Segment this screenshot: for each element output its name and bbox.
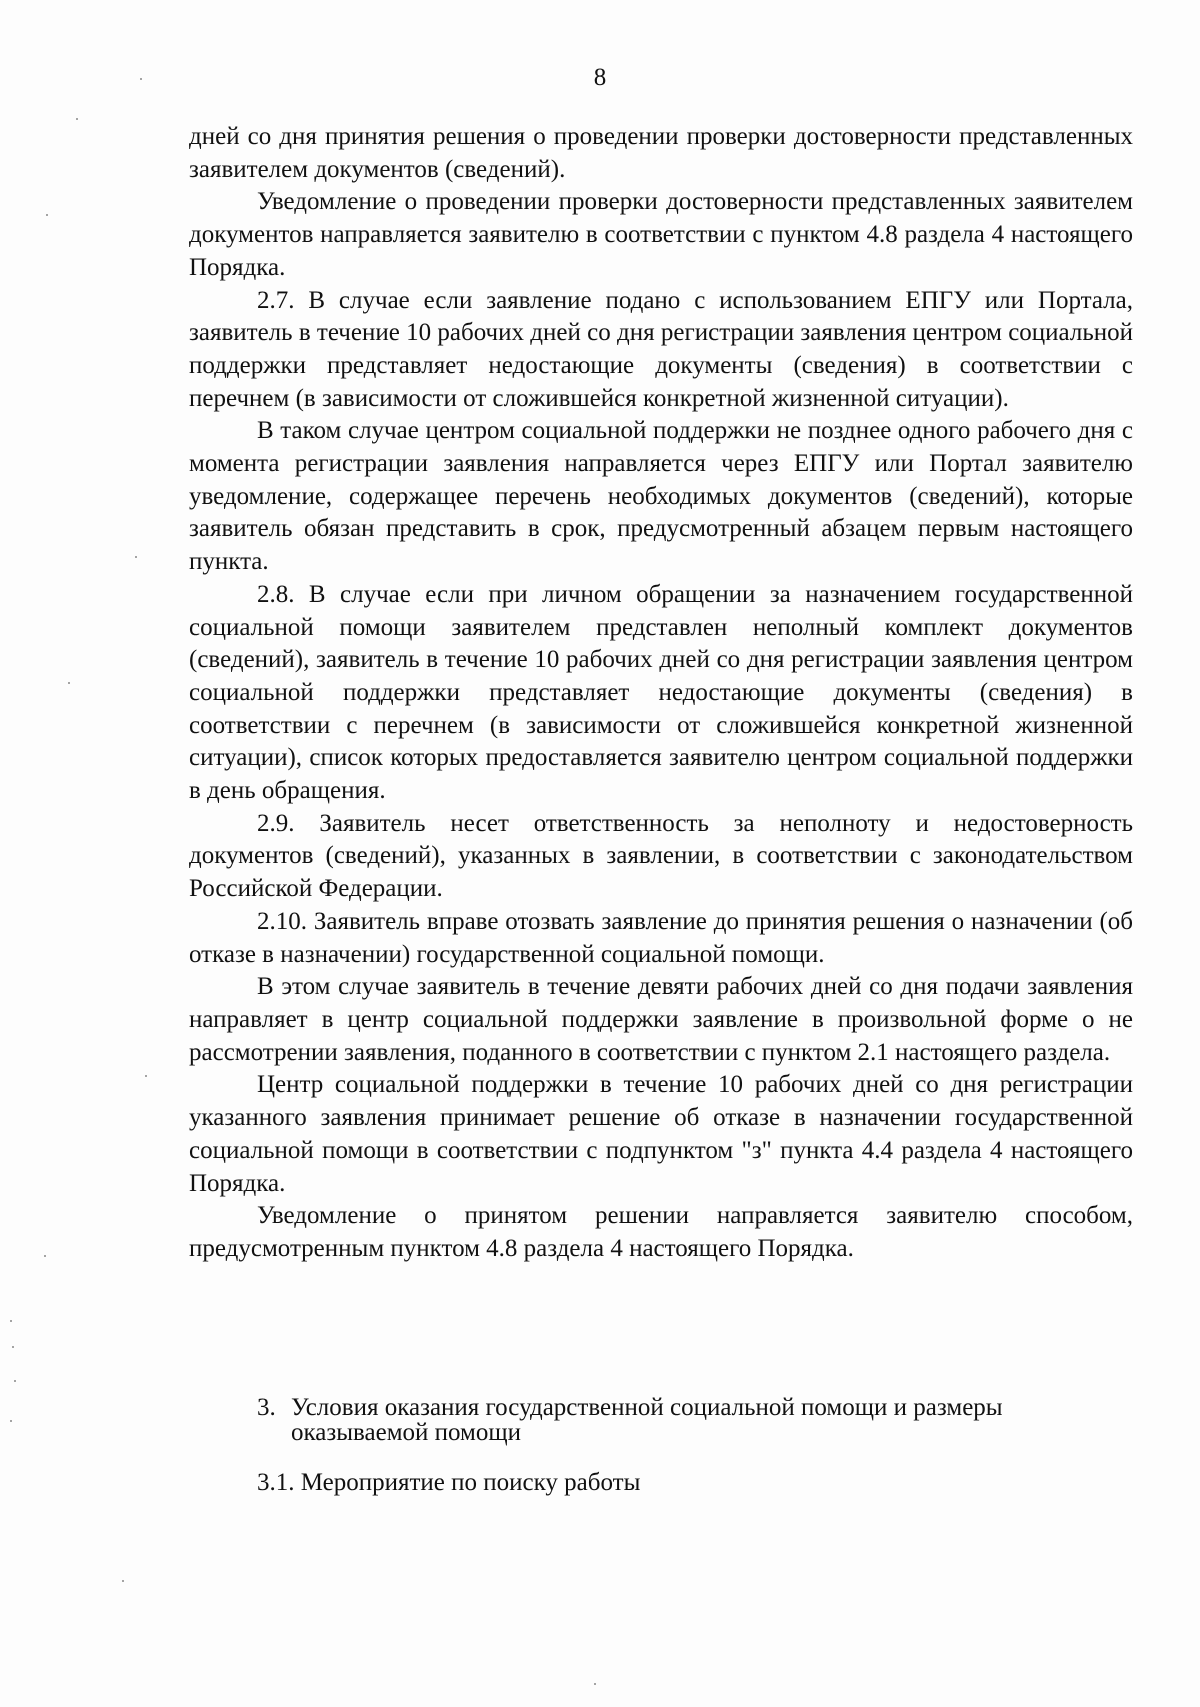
paragraph-2-10: 2.10. Заявитель вправе отозвать заявление до принятия решения о назначении (об отказе в назначении) государственной социальной помощи. <box>189 907 1133 968</box>
paragraph-2-9: 2.9. Заявитель несет ответственность за неполноту и недостоверность документов (сведений), указанных в заявлении, в соответствии с законодательством Российской Федерации. <box>189 809 1133 903</box>
scan-speck <box>76 118 78 120</box>
section-title: Условия оказания государственной социальной помощи и размеры оказываемой помощи <box>291 1394 1003 1446</box>
scan-speck <box>122 1580 124 1582</box>
scan-speck <box>135 556 137 558</box>
paragraph: В таком случае центром социальной поддержки не позднее одного рабочего дня с момента регистрации заявления направляется через ЕПГУ или Портал заявителю уведомление, содержащее перечень необходимых документов (сведений), которые заявитель обязан представить в срок, предусмотренный абзацем первым настоящего пункта. <box>189 417 1133 576</box>
scan-speck <box>140 78 142 80</box>
scan-speck <box>10 1420 12 1422</box>
section-heading <box>257 1395 1133 1445</box>
paragraph: В этом случае заявитель в течение девяти рабочих дней со дня подачи заявления направляет в центр социальной поддержки заявление в произвольной форме о не рассмотрении заявления, поданного в соответствии с пунктом 2.1 настоящего раздела. <box>189 973 1133 1066</box>
paragraph-2-7: 2.7. В случае если заявление подано с использованием ЕПГУ или Портала, заявитель в течение 10 рабочих дней со дня регистрации заявления центром социальной поддержки представляет недостающие документы (сведения) в соответствии с перечнем (в зависимости от сложившейся конкретной жизненной ситуации). <box>189 286 1133 412</box>
section-number: 3. <box>257 1394 276 1421</box>
scan-speck <box>46 214 48 216</box>
document-body <box>189 121 1133 1266</box>
paragraph: Уведомление о проведении проверки достоверности представленных заявителем документов направляется заявителю в соответствии с пунктом 4.8 раздела 4 настоящего Порядка. <box>189 188 1133 281</box>
scan-speck <box>68 682 70 684</box>
page-number: 8 <box>593 64 607 91</box>
scan-speck <box>44 1255 46 1257</box>
paragraph: Уведомление о принятом решении направляется заявителю способом, предусмотренным пунктом 4.8 раздела 4 настоящего Порядка. <box>189 1202 1133 1262</box>
scan-speck <box>14 1380 16 1382</box>
scan-speck <box>594 1683 596 1685</box>
scan-speck <box>12 1346 14 1348</box>
subsection-heading: 3.1. Мероприятие по поиску работы <box>257 1469 641 1496</box>
paragraph-2-8: 2.8. В случае если при личном обращении за назначением государственной социальной помощи заявителем представлен неполный комплект документов (сведений), заявитель в течение 10 рабочих дней со дня регистрации заявления центром социальной поддержки представляет недостающие документы (сведения) в соответствии с перечнем (в зависимости от сложившейся конкретной жизненной ситуации), список которых предоставляется заявителю центром социальной поддержки в день обращения. <box>189 580 1133 805</box>
paragraph: дней со дня принятия решения о проведении проверки достоверности представленных заявителем документов (сведений). <box>189 123 1133 183</box>
scan-speck <box>145 1075 147 1077</box>
paragraph: Центр социальной поддержки в течение 10 рабочих дней со дня регистрации указанного заявления принимает решение об отказе в назначении государственной социальной помощи в соответствии с подпунктом "з" пункта 4.4 раздела 4 настоящего Порядка. <box>189 1071 1133 1197</box>
scan-speck <box>10 1320 12 1322</box>
